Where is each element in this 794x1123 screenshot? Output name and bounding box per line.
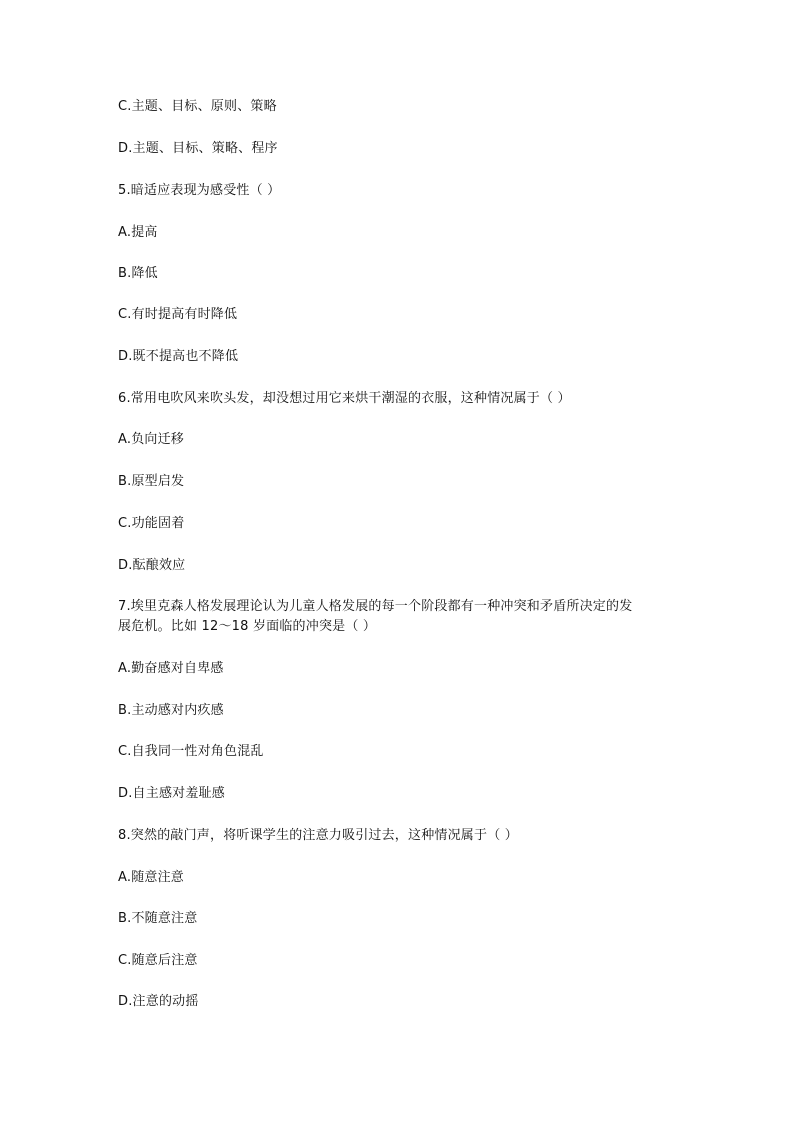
option-6d: D.酝酿效应 bbox=[118, 558, 186, 573]
question-5: 5.暗适应表现为感受性（ ） bbox=[118, 183, 281, 198]
option-5b: B.降低 bbox=[118, 266, 158, 281]
question-7-line-1: 7.埃里克森人格发展理论认为儿童人格发展的每一个阶段都有一种冲突和矛盾所决定的发 bbox=[118, 599, 633, 614]
option-7a: A.勤奋感对自卑感 bbox=[118, 661, 224, 676]
option-6a: A.负向迁移 bbox=[118, 432, 184, 447]
option-8b: B.不随意注意 bbox=[118, 911, 198, 926]
option-5c: C.有时提高有时降低 bbox=[118, 307, 238, 322]
option-6c: C.功能固着 bbox=[118, 516, 185, 531]
question-8: 8.突然的敲门声，将听课学生的注意力吸引过去，这种情况属于（ ） bbox=[118, 828, 518, 843]
option-8c: C.随意后注意 bbox=[118, 953, 198, 968]
option-4d: D.主题、目标、策略、程序 bbox=[118, 141, 278, 156]
option-8d: D.注意的动摇 bbox=[118, 994, 199, 1009]
option-7c: C.自我同一性对角色混乱 bbox=[118, 744, 264, 759]
option-6b: B.原型启发 bbox=[118, 474, 185, 489]
option-4c: C.主题、目标、原则、策略 bbox=[118, 99, 277, 114]
option-8a: A.随意注意 bbox=[118, 870, 184, 885]
question-7-line-2: 展危机。比如 12～18 岁面临的冲突是（ ） bbox=[118, 619, 377, 634]
option-7d: D.自主感对羞耻感 bbox=[118, 786, 225, 801]
option-5a: A.提高 bbox=[118, 225, 158, 240]
option-5d: D.既不提高也不降低 bbox=[118, 349, 239, 364]
option-7b: B.主动感对内疚感 bbox=[118, 703, 224, 718]
question-6: 6.常用电吹风来吹头发，却没想过用它来烘干潮湿的衣服，这种情况属于（ ） bbox=[118, 391, 571, 406]
